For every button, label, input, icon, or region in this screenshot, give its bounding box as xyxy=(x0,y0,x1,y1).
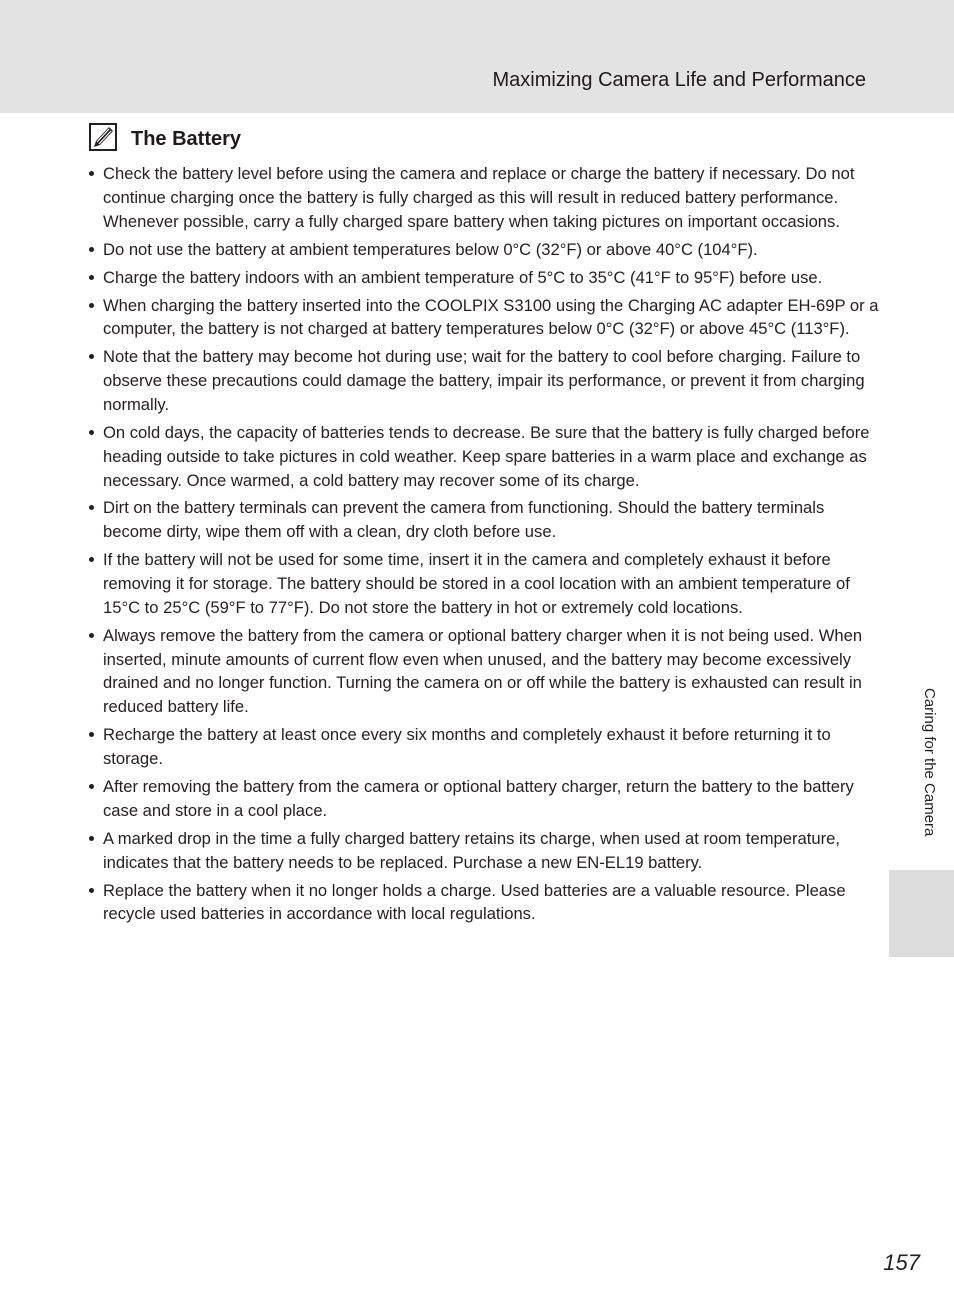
list-item xyxy=(89,879,879,927)
list-item xyxy=(89,345,879,416)
section-title: The Battery xyxy=(131,128,242,150)
bullet-icon xyxy=(89,836,94,841)
battery-precautions-list xyxy=(89,162,879,930)
list-item xyxy=(89,723,879,771)
list-item xyxy=(89,827,879,875)
list-item xyxy=(89,294,879,342)
list-item-text: Replace the battery when it no longer holds a charge. Used batteries are a valuable resource. Please recycle used batteries in accordance with local regulations. xyxy=(103,880,846,924)
list-item xyxy=(89,496,879,544)
bullet-icon xyxy=(89,354,94,359)
list-item-text: After removing the battery from the camera or optional battery charger, return the battery to the battery case and store in a cool place. xyxy=(103,777,854,820)
bullet-icon xyxy=(89,557,94,562)
bullet-icon xyxy=(89,275,94,280)
list-item xyxy=(89,266,879,290)
list-item-text: Charge the battery indoors with an ambient temperature of 5°C to 35°C (41°F to 95°F) before use. xyxy=(103,267,823,287)
page-header-title: Maximizing Camera Life and Performance xyxy=(492,69,866,91)
list-item-text: Dirt on the battery terminals can prevent the camera from functioning. Should the battery terminals become dirty, wipe them off with a clean, dry cloth before use. xyxy=(103,498,825,542)
bullet-icon xyxy=(89,247,94,252)
bullet-icon xyxy=(89,171,94,176)
list-item xyxy=(89,421,879,492)
list-item-text: On cold days, the capacity of batteries tends to decrease. Be sure that the battery is fully charged before heading outside to take pictures in cold weather. Keep spare batteries in a warm place and exchange as necessary. Once warmed, a cold battery may recover some of its charge. xyxy=(103,422,870,490)
list-item-text: When charging the battery inserted into the COOLPIX S3100 using the Charging AC adapter EH-69P or a computer, the battery is not charged at battery temperatures below 0°C (32°F) or above 45°C (113°F). xyxy=(103,295,879,339)
list-item xyxy=(89,548,879,619)
list-item-text: If the battery will not be used for some time, insert it in the camera and completely exhaust it before removing it for storage. The battery should be stored in a cool location with an ambient temperature of 15°C to 25°C (59°F to 77°F). Do not store the battery in hot or extremely cold locations. xyxy=(103,550,850,617)
bullet-icon xyxy=(89,505,94,510)
bullet-icon xyxy=(89,888,94,893)
bullet-icon xyxy=(89,303,94,308)
list-item-text: Recharge the battery at least once every six months and completely exhaust it before returning it to storage. xyxy=(103,725,831,769)
list-item xyxy=(89,624,879,719)
bullet-icon xyxy=(89,732,94,737)
list-item-text: Note that the battery may become hot during use; wait for the battery to cool before charging. Failure to observe these precautions could damage the battery, impair its performance, or prevent it from charging normally. xyxy=(103,347,865,414)
bullet-icon xyxy=(89,430,94,435)
side-tab-marker xyxy=(889,870,954,957)
page-number: 157 xyxy=(883,1250,920,1275)
list-item-text: Do not use the battery at ambient temperatures below 0°C (32°F) or above 40°C (104°F). xyxy=(103,239,758,259)
list-item-text: Check the battery level before using the camera and replace or charge the battery if necessary. Do not continue charging once the battery is fully charged as this will result in reduced battery performance. Whenever possible, carry a fully charged spare battery when taking pictures on important occasions. xyxy=(103,164,855,231)
bullet-icon xyxy=(89,784,94,789)
header-band xyxy=(0,0,954,113)
list-item-text: Always remove the battery from the camera or optional battery charger when it is not being used. When inserted, minute amounts of current flow even when unused, and the battery may become excessively drained and no longer function. Turning the camera on or off while the battery is exhausted can result in reduced battery life. xyxy=(103,625,863,717)
list-item xyxy=(89,162,879,233)
list-item xyxy=(89,775,879,823)
pencil-note-icon xyxy=(89,123,117,151)
list-item-text: A marked drop in the time a fully charged battery retains its charge, when used at room temperature, indicates that the battery needs to be replaced. Purchase a new EN-EL19 battery. xyxy=(103,828,840,872)
section-heading xyxy=(89,120,241,154)
list-item xyxy=(89,238,879,262)
bullet-icon xyxy=(89,633,94,638)
side-tab-label: Caring for the Camera xyxy=(921,688,938,837)
